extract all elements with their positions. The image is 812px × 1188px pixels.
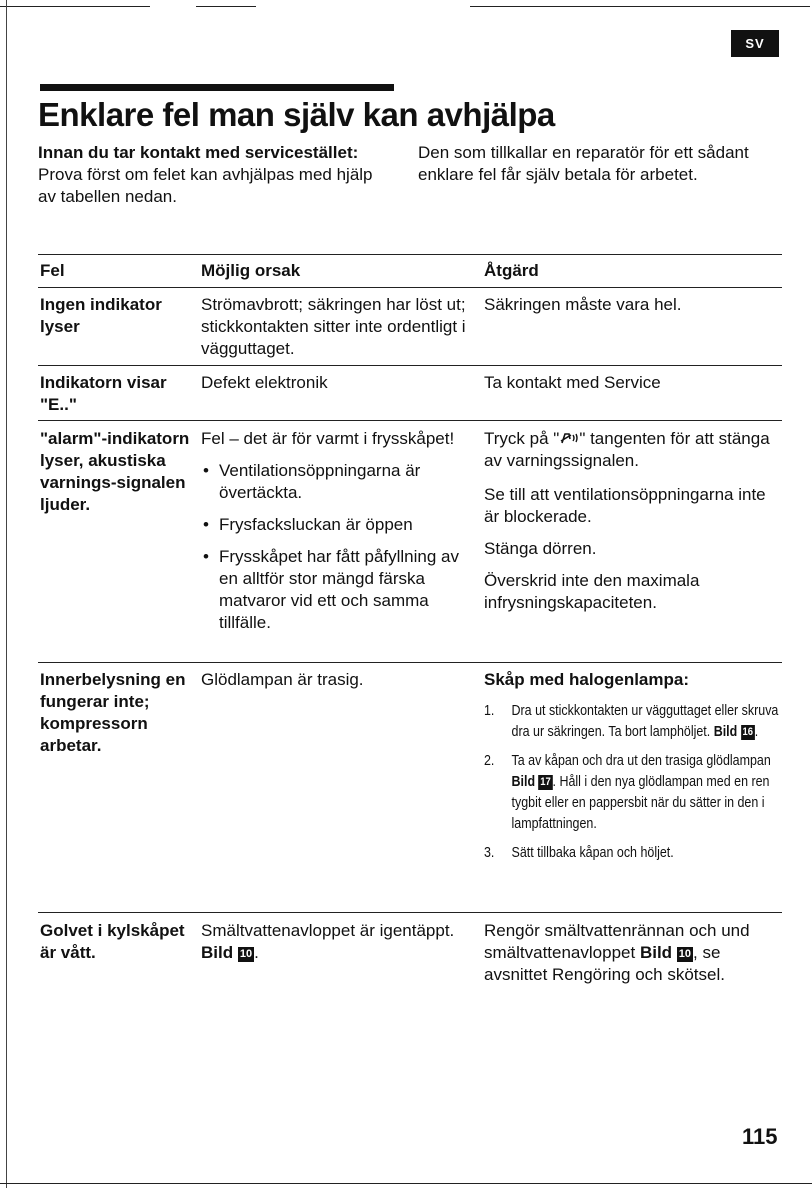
scan-edge-line <box>0 6 150 7</box>
scan-edge-line <box>0 1183 812 1184</box>
row3-causes <box>201 428 469 644</box>
figure-ref: 17 <box>540 776 551 788</box>
intro-right: Den som tillkallar en reparatör för ett sådant enklare fel får själv betala för arbetet. <box>418 143 749 184</box>
row5-fault: Golvet i kylskåpet är vått. <box>40 921 185 962</box>
intro-left <box>38 142 378 208</box>
list-item: 3. Sätt tillbaka kåpan och höljet. <box>484 845 674 861</box>
row3-actions <box>484 428 779 624</box>
row5-cause: Smältvattenavloppet är igentäppt. Bild 10 . <box>201 921 455 962</box>
header-rule <box>38 287 782 288</box>
header-fault: Fel <box>40 261 65 280</box>
row4-cause: Glödlampan är trasig. <box>201 670 364 689</box>
list-item: • Frysfacksluckan är öppen <box>203 515 413 534</box>
list-item: 1. Dra ut stickkontakten ur vägguttaget eller skruva dra ur säkringen. Ta bort lamphöljet. Bild 16 . <box>484 703 779 740</box>
row3-fault: "alarm"-indikatorn lyser, akustiska varnings-signalen ljuder. <box>40 429 190 514</box>
row1-fault: Ingen indikator lyser <box>40 295 162 336</box>
row-rule <box>38 365 782 366</box>
row3-action-1: Se till att ventilationsöppningarna inte är blockerade. <box>484 485 766 526</box>
header-action: Åtgärd <box>484 261 539 280</box>
row5-action: Rengör smältvattenrännan och und smältvattenavloppet Bild 10 , se avsnittet Rengöring och skötsel. <box>484 921 750 984</box>
row1-action: Säkringen måste vara hel. <box>484 295 682 314</box>
scan-edge-line <box>196 6 256 7</box>
table-top-rule <box>38 254 782 255</box>
header-cause: Möjlig orsak <box>201 261 301 280</box>
step-list <box>484 701 781 864</box>
row4-actions <box>484 669 784 872</box>
list-item: • Frysskåpet har fått påfyllning av en alltför stor mängd färska matvaror vid ett och samma tillfälle. <box>203 547 460 632</box>
language-badge: SV <box>731 30 779 57</box>
row2-cause: Defekt elektronik <box>201 373 328 392</box>
cause-list <box>201 460 469 634</box>
row3-action-3: Överskrid inte den maximala infrysningskapaciteten. <box>484 571 700 612</box>
figure-ref: 16 <box>742 726 753 738</box>
figure-ref: 10 <box>678 948 692 960</box>
row-rule <box>38 420 782 421</box>
page-title: Enklare fel man själv kan avhjälpa <box>38 96 555 133</box>
row3-cause-intro: Fel – det är för varmt i frysskåpet! <box>201 429 455 448</box>
scan-edge-line <box>470 6 810 7</box>
intro-bold: Innan du tar kontakt med servicestället: <box>38 143 359 162</box>
row4-action-title: Skåp med halogenlampa: <box>484 670 689 689</box>
row2-fault: Indikatorn visar "E.." <box>40 373 167 414</box>
row2-action: Ta kontakt med Service <box>484 373 661 392</box>
scan-edge-line <box>6 0 7 1188</box>
page-number: 115 <box>742 1124 778 1149</box>
row4-fault: Innerbelysning en fungerar inte; kompressorn arbetar. <box>40 670 186 755</box>
row1-cause: Strömavbrott; säkringen har löst ut; stickkontakten sitter inte ordentligt i vägguttaget. <box>201 295 466 358</box>
row-rule <box>38 912 782 913</box>
row-rule <box>38 662 782 663</box>
row3-action-2: Stänga dörren. <box>484 539 597 558</box>
alarm-off-icon <box>559 431 579 445</box>
title-bar <box>40 84 394 91</box>
figure-ref: 10 <box>239 948 253 960</box>
list-item: 2. Ta av kåpan och dra ut den trasiga glödlampan Bild 17 . Håll i den nya glödlampan med en ren tygbit eller en pappersbit när du sätter in den i lampfattningen. <box>484 753 771 832</box>
intro-text: Prova först om felet kan avhjälpas med hjälp av tabellen nedan. <box>38 165 373 206</box>
list-item: • Ventilationsöppningarna är övertäckta. <box>203 461 421 502</box>
row3-action-alarm: Tryck på " " tangenten för att stänga av varningssignalen. <box>484 429 770 470</box>
